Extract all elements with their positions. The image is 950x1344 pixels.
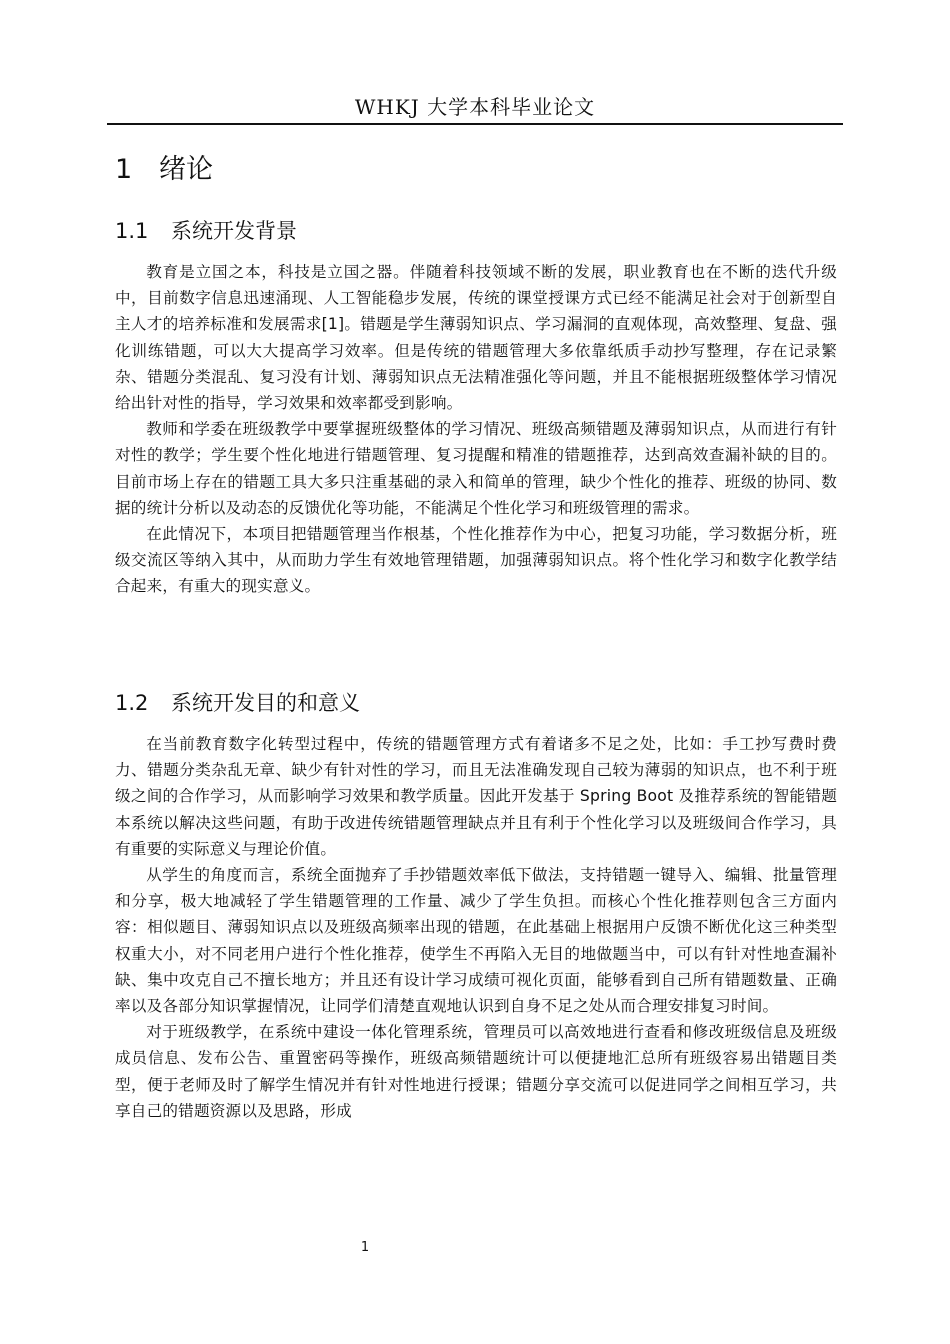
running-header: WHKJ 大学本科毕业论文 <box>354 95 596 119</box>
section-body-1-1 <box>115 259 837 600</box>
section-number: 1.2 <box>115 691 149 715</box>
body-paragraph: 对于班级教学，在系统中建设一体化管理系统，管理员可以高效地进行查看和修改班级信息及班级成员信息、发布公告、重置密码等操作，班级高频错题统计可以便捷地汇总所有班级容易出错题目类型，便于老师及时了解学生情况并有针对性地进行授课；错题分享交流可以促进同学之间相互学习，共享自己的错题资源以及思路，形成 <box>115 1023 837 1120</box>
section-title-1-1 <box>115 215 297 247</box>
body-paragraph: 在此情况下，本项目把错题管理当作根基，个性化推荐作为中心，把复习功能，学习数据分析，班级交流区等纳入其中，从而助力学生有效地管理错题，加强薄弱知识点。将个性化学习和数字化教学结合起来，有重大的现实意义。 <box>115 525 837 596</box>
page-number: 1 <box>360 1240 370 1255</box>
section-title-text: 系统开发背景 <box>171 219 297 243</box>
section-title-text: 系统开发目的和意义 <box>171 691 360 715</box>
chapter-number: 1 <box>115 154 133 185</box>
chapter-title <box>115 150 213 190</box>
body-paragraph: 在当前教育数字化转型过程中，传统的错题管理方式有着诸多不足之处，比如：手工抄写费时费力、错题分类杂乱无章、缺少有针对性的学习，而且无法准确发现自己较为薄弱的知识点，也不利于班级之间的合作学习，从而影响学习效果和教学质量。因此开发基于 Spring Boot 及推荐系统的智能错题本系统以解决这些问题，有助于改进传统错题管理缺点并且有利于个性化学习以及班级间合作学习，具有重要的实际意义与理论价值。 <box>115 735 837 858</box>
body-paragraph: 从学生的角度而言，系统全面抛弃了手抄错题效率低下做法，支持错题一键导入、编辑、批量管理和分享，极大地减轻了学生错题管理的工作量、减少了学生负担。而核心个性化推荐则包含三方面内容：相似题目、薄弱知识点以及班级高频率出现的错题，在此基础上根据用户反馈不断优化这三种类型权重大小，对不同老用户进行个性化推荐，使学生不再陷入无目的地做题当中，可以有针对性地查漏补缺、集中攻克自己不擅长地方；并且还有设计学习成绩可视化页面，能够看到自己所有错题数量、正确率以及各部分知识掌握情况，让同学们清楚直观地认识到自身不足之处从而合理安排复习时间。 <box>115 866 837 1016</box>
body-paragraph: 教育是立国之本，科技是立国之器。伴随着科技领域不断的发展，职业教育也在不断的迭代升级中，目前数字信息迅速涌现、人工智能稳步发展，传统的课堂授课方式已经不能满足社会对于创新型自主人才的培养标准和发展需求[1]。错题是学生薄弱知识点、学习漏洞的直观体现，高效整理、复盘、强化训练错题，可以大大提高学习效率。但是传统的错题管理大多依靠纸质手动抄写整理，存在记录繁杂、错题分类混乱、复习没有计划、薄弱知识点无法精准强化等问题，并且不能根据班级整体学习情况给出针对性的指导，学习效果和效率都受到影响。 <box>115 263 837 413</box>
section-number: 1.1 <box>115 219 149 243</box>
body-paragraph: 教师和学委在班级教学中要掌握班级整体的学习情况、班级高频错题及薄弱知识点，从而进行有针对性的教学；学生要个性化地进行错题管理、复习提醒和精准的错题推荐，达到高效查漏补缺的目的。目前市场上存在的错题工具大多只注重基础的录入和简单的管理，缺少个性化的推荐、班级的协同、数据的统计分析以及动态的反馈优化等功能，不能满足个性化学习和班级管理的需求。 <box>115 420 837 517</box>
section-title-1-2 <box>115 687 360 719</box>
header-rule <box>107 123 843 125</box>
chapter-title-text: 绪论 <box>159 154 213 185</box>
section-body-1-2 <box>115 731 837 1124</box>
